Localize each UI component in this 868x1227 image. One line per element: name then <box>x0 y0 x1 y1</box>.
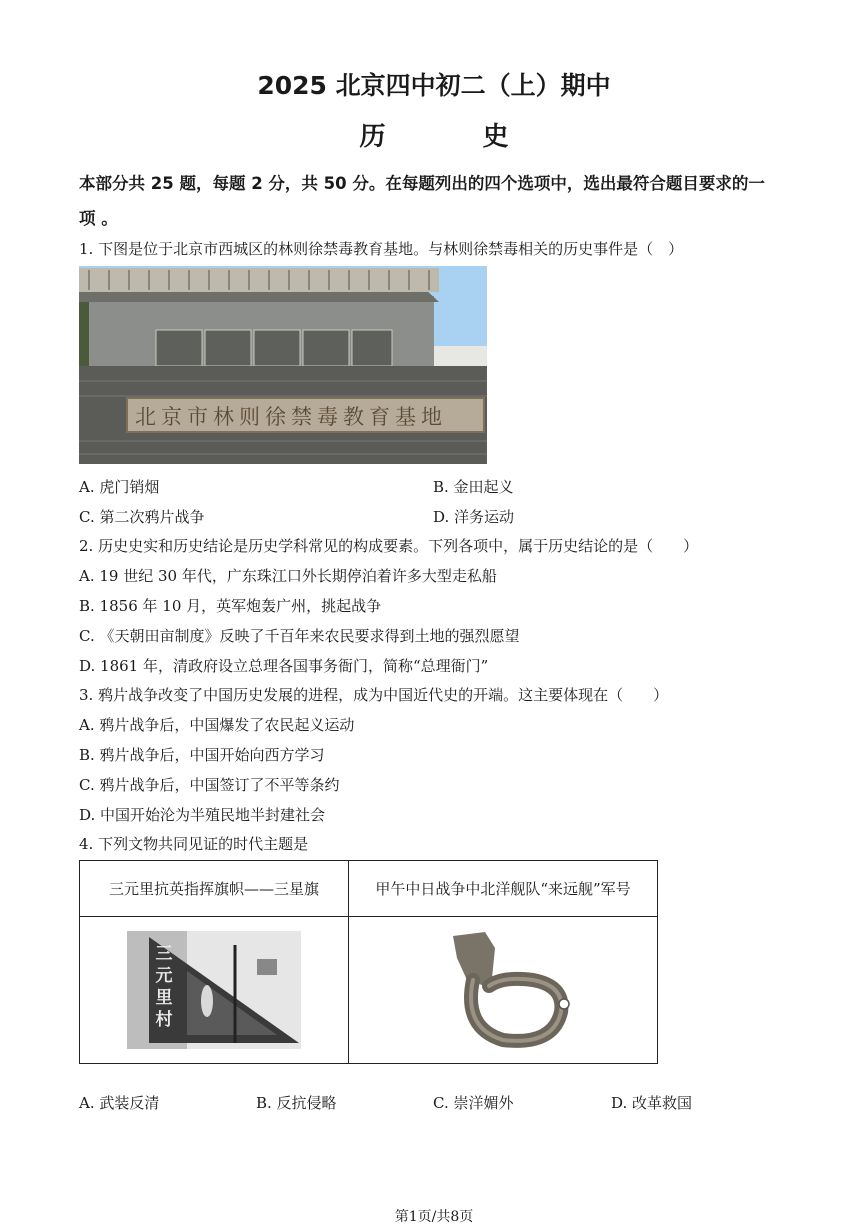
flag-photo-cell <box>80 917 349 1064</box>
instructions-line-1: 本部分共 25 题，每题 2 分，共 50 分。在每题列出的四个选项中，选出最符合题目要求的一 <box>79 174 765 193</box>
q2-option-b: B. 1856 年 10 月，英军炮轰广州，挑起战争 <box>79 597 382 615</box>
q3-option-a: A. 鸦片战争后，中国爆发了农民起义运动 <box>79 716 355 734</box>
q2-option-d: D. 1861 年，清政府设立总理各国事务衙门，简称“总理衙门” <box>79 657 489 675</box>
question-3-stem: 3. 鸦片战争改变了中国历史发展的进程，成为中国近代史的开端。这主要体现在（ ） <box>79 686 669 704</box>
question-1-stem: 1. 下图是位于北京市西城区的林则徐禁毒教育基地。与林则徐禁毒相关的历史事件是（ ） <box>79 240 684 258</box>
base-sign-text: 北京市林则徐禁毒教育基地 <box>135 405 447 429</box>
q4-option-c: C. 崇洋媚外 <box>433 1094 514 1112</box>
question-4-stem: 4. 下列文物共同见证的时代主题是 <box>79 835 309 853</box>
relics-table <box>79 860 658 1064</box>
q1-option-d: D. 洋务运动 <box>433 508 515 526</box>
exam-title: 2025 北京四中初二（上）期中 <box>257 71 611 100</box>
instructions-line-2: 项 。 <box>79 209 118 228</box>
relic-header-bugle: 甲午中日战争中北洋舰队“来远舰”军号 <box>349 861 658 917</box>
sanxing-flag-photo <box>127 931 301 1049</box>
q1-option-c: C. 第二次鸦片战争 <box>79 508 205 526</box>
q1-option-a: A. 虎门销烟 <box>79 478 160 496</box>
q3-option-d: D. 中国开始沦为半殖民地半封建社会 <box>79 806 326 824</box>
q2-option-c: C. 《天朝田亩制度》反映了千百年来农民要求得到土地的强烈愿望 <box>79 627 520 645</box>
lin-zexu-base-photo <box>79 266 487 464</box>
bugle-photo-cell <box>349 917 658 1064</box>
q2-option-a: A. 19 世纪 30 年代，广东珠江口外长期停泊着许多大型走私船 <box>79 567 497 585</box>
q3-option-b: B. 鸦片战争后，中国开始向西方学习 <box>79 746 325 764</box>
page-number: 第1页/共8页 <box>394 1209 474 1225</box>
laiyuan-bugle-photo <box>433 928 573 1048</box>
q3-option-c: C. 鸦片战争后，中国签订了不平等条约 <box>79 776 340 794</box>
flag-text: 三元里村 <box>155 944 173 1030</box>
q4-option-a: A. 武装反清 <box>79 1094 160 1112</box>
q4-option-b: B. 反抗侵略 <box>256 1094 337 1112</box>
question-2-stem: 2. 历史史实和历史结论是历史学科常见的构成要素。下列各项中，属于历史结论的是（ ） <box>79 537 699 555</box>
relic-header-flag: 三元里抗英指挥旗帜——三星旗 <box>80 861 349 917</box>
q4-option-d: D. 改革救国 <box>611 1094 693 1112</box>
subject-title: 历 史 <box>359 122 553 152</box>
q1-option-b: B. 金田起义 <box>433 478 514 496</box>
